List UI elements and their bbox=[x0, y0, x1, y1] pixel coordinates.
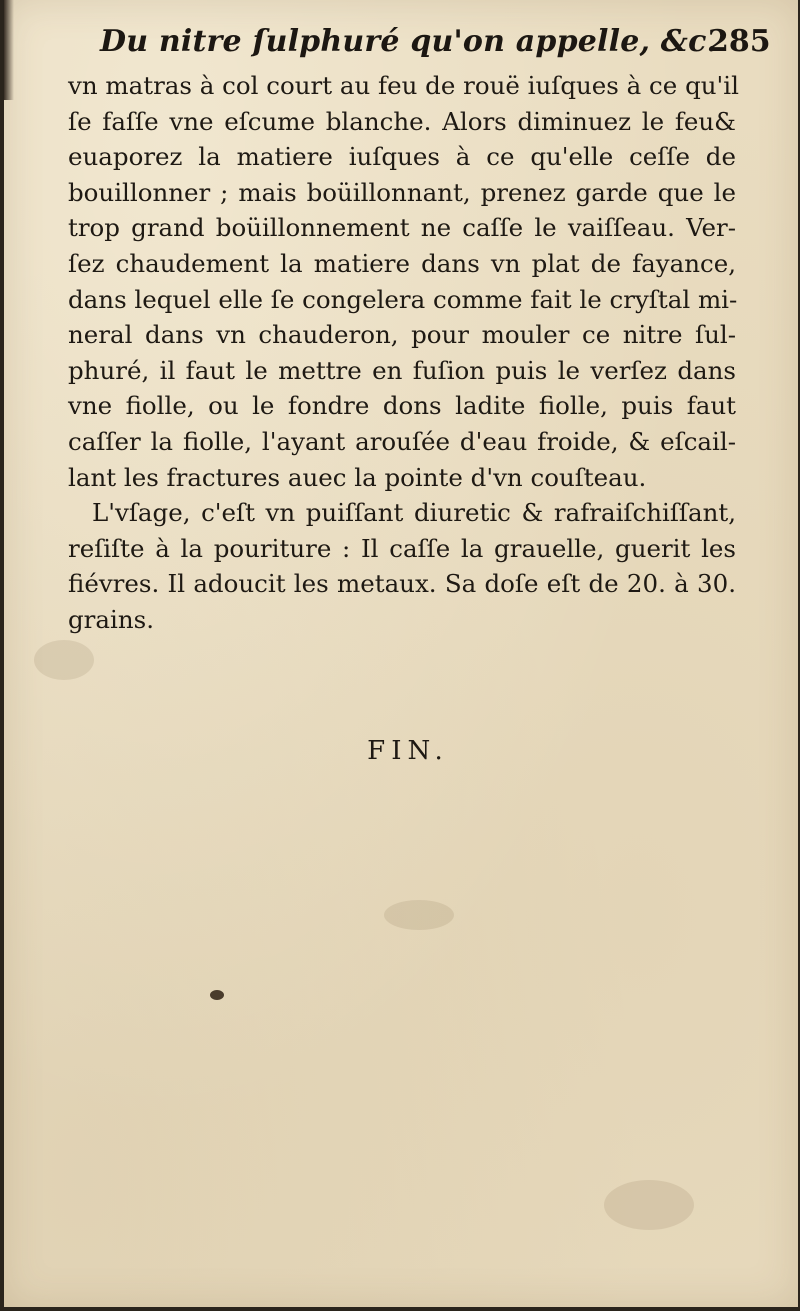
text-line: phuré, il faut le mettre en fuſion puis le verſez dans bbox=[68, 355, 736, 385]
running-title: Du nitre ſulphuré qu'on appelle, &c. bbox=[100, 24, 718, 59]
paper-stain bbox=[384, 900, 454, 930]
text-line: vne fiolle, ou le fondre dons ladite fiolle, puis faut bbox=[68, 391, 736, 421]
text-line: ſez chaudement la matiere dans vn plat de fayance, bbox=[68, 248, 736, 278]
ink-blot bbox=[210, 990, 224, 1000]
paragraph-first-line: L'vſage, c'eſt vn puiſſant diuretic & rafraiſchiſſant, bbox=[92, 498, 736, 528]
paper-stain bbox=[34, 640, 94, 680]
text-line: caſſer la fiolle, l'ayant arouſée d'eau froide, & eſcail- bbox=[68, 426, 736, 456]
text-line: lant les fractures auec la pointe d'vn couſteau. bbox=[68, 462, 647, 492]
paper-stain bbox=[604, 1180, 694, 1230]
fin-colophon: FIN. bbox=[367, 736, 449, 766]
text-line: bouillonner ; mais boüillonnant, prenez garde que le bbox=[68, 177, 736, 207]
text-line: trop grand boüillonnement ne caſſe le vaiſſeau. Ver- bbox=[68, 213, 736, 243]
text-line: dans lequel elle ſe congelera comme fait le cryſtal mi- bbox=[68, 284, 738, 314]
text-line: euaporez la matiere iuſques à ce qu'elle ceſſe de bbox=[68, 142, 736, 172]
body-text bbox=[68, 68, 739, 638]
text-line: fiévres. Il adoucit les metaux. Sa doſe eſt de 20. à 30. bbox=[68, 569, 736, 599]
text-line: neral dans vn chauderon, pour mouler ce nitre ſul- bbox=[68, 320, 736, 350]
text-line: reſiſte à la pouriture : Il caſſe la grauelle, guerit les bbox=[68, 533, 736, 563]
page-header bbox=[4, 18, 798, 68]
book-page bbox=[4, 0, 798, 1307]
text-line: vn matras à col court au feu de rouë iuſques à ce qu'il bbox=[68, 71, 739, 100]
page-number: 285 bbox=[708, 24, 771, 59]
text-line: ſe faſſe vne eſcume blanche. Alors diminuez le feu& bbox=[68, 106, 736, 136]
text-line: grains. bbox=[68, 604, 154, 634]
